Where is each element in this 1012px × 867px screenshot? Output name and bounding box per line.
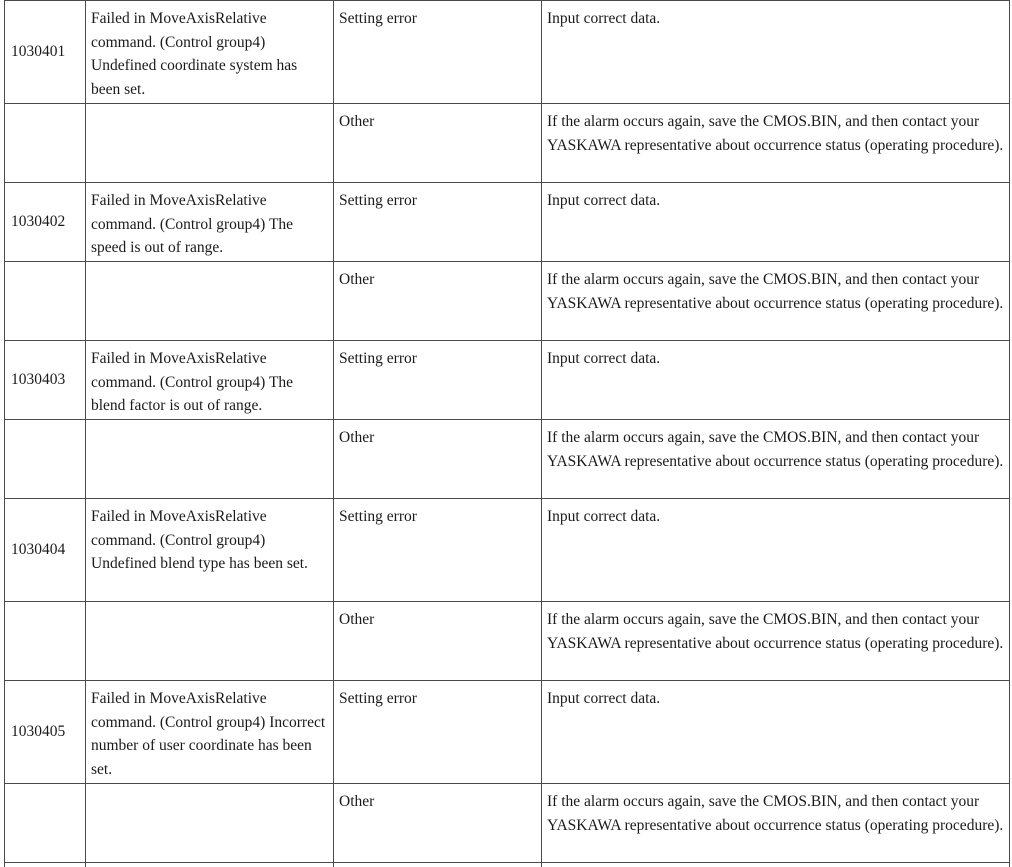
remedy-cell: If the alarm occurs again, save the CMOS.BIN, and then contact your YASKAWA representative about occurrence status (operating procedure).: [542, 420, 1010, 499]
cause-cell: Other: [334, 602, 542, 681]
table-row: [5, 420, 1010, 499]
cause-cell: Other: [334, 262, 542, 341]
cause-cell: Setting error: [334, 499, 542, 602]
table-row: [5, 1, 1010, 104]
remedy-cell: If the alarm occurs again, save the CMOS.BIN, and then contact your YASKAWA representative about occurrence status (operating procedure).: [542, 784, 1010, 863]
table-row: [5, 602, 1010, 681]
cause-cell: Other: [334, 420, 542, 499]
empty-cell: [5, 104, 86, 183]
cause-cell: Setting error: [334, 183, 542, 262]
remedy-cell: Input correct data.: [542, 1, 1010, 104]
table-row: [5, 863, 1010, 867]
alarm-code: 1030405: [5, 681, 86, 784]
alarm-description: Failed in MoveAxisRelative command. (Control group4) The blend factor is out of range.: [86, 341, 334, 420]
empty-cell: [86, 602, 334, 681]
alarm-code: 1030402: [5, 183, 86, 262]
remedy-cell: If the alarm occurs again, save the CMOS.BIN, and then contact your YASKAWA representative about occurrence status (operating procedure).: [542, 104, 1010, 183]
empty-cell: [5, 863, 86, 867]
empty-cell: [5, 262, 86, 341]
alarm-description: Failed in MoveAxisRelative command. (Control group4) Undefined blend type has been set.: [86, 499, 334, 602]
remedy-cell: Input correct data.: [542, 681, 1010, 784]
empty-cell: [86, 104, 334, 183]
remedy-cell: Input correct data.: [542, 499, 1010, 602]
table-row: [5, 681, 1010, 784]
empty-cell: [86, 262, 334, 341]
empty-cell: [542, 863, 1010, 867]
remedy-cell: If the alarm occurs again, save the CMOS.BIN, and then contact your YASKAWA representative about occurrence status (operating procedure).: [542, 602, 1010, 681]
empty-cell: [86, 863, 334, 867]
empty-cell: [86, 784, 334, 863]
empty-cell: [334, 863, 542, 867]
cause-cell: Setting error: [334, 1, 542, 104]
empty-cell: [5, 420, 86, 499]
cause-cell: Setting error: [334, 681, 542, 784]
table-row: [5, 262, 1010, 341]
cause-cell: Other: [334, 104, 542, 183]
empty-cell: [5, 602, 86, 681]
table-row: [5, 499, 1010, 602]
table-row: [5, 183, 1010, 262]
cause-cell: Setting error: [334, 341, 542, 420]
table-row: [5, 784, 1010, 863]
alarm-table: [4, 0, 1010, 867]
remedy-cell: Input correct data.: [542, 341, 1010, 420]
alarm-code: 1030401: [5, 1, 86, 104]
remedy-cell: If the alarm occurs again, save the CMOS.BIN, and then contact your YASKAWA representative about occurrence status (operating procedure).: [542, 262, 1010, 341]
alarm-code: 1030403: [5, 341, 86, 420]
empty-cell: [5, 784, 86, 863]
alarm-description: Failed in MoveAxisRelative command. (Control group4) The speed is out of range.: [86, 183, 334, 262]
remedy-cell: Input correct data.: [542, 183, 1010, 262]
cause-cell: Other: [334, 784, 542, 863]
alarm-code: 1030404: [5, 499, 86, 602]
table-row: [5, 341, 1010, 420]
alarm-description: Failed in MoveAxisRelative command. (Control group4) Incorrect number of user coordinate has been set.: [86, 681, 334, 784]
empty-cell: [86, 420, 334, 499]
alarm-description: Failed in MoveAxisRelative command. (Control group4) Undefined coordinate system has been set.: [86, 1, 334, 104]
table-row: [5, 104, 1010, 183]
